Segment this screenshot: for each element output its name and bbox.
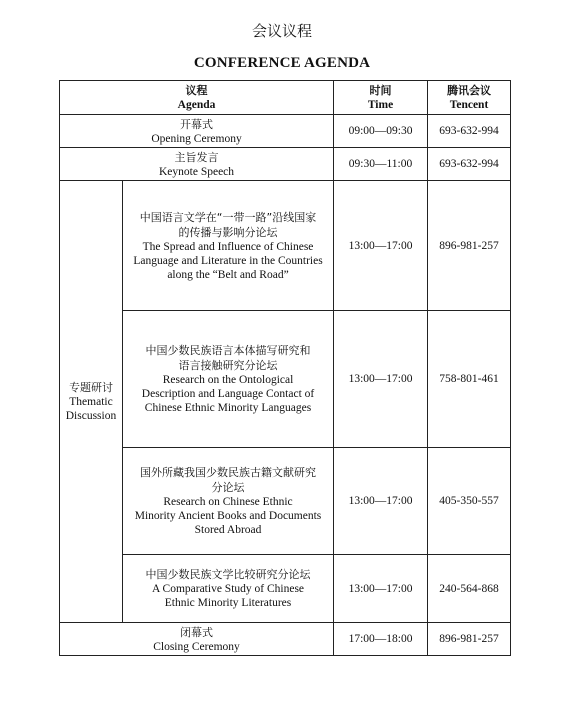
table-row-session-4 bbox=[60, 555, 511, 623]
header-agenda-cn: 议程 bbox=[185, 84, 208, 97]
session-1-agenda-cell bbox=[123, 181, 334, 311]
session-2-cn-line1: 中国少数民族语言本体描写研究和 bbox=[145, 344, 311, 357]
thematic-discussion-cell bbox=[60, 181, 123, 623]
session-1-time: 13:00—17:00 bbox=[334, 181, 428, 311]
opening-agenda-cell bbox=[60, 115, 334, 148]
table-row-session-2 bbox=[60, 311, 511, 448]
session-4-en-line2: Ethnic Minority Literatures bbox=[164, 597, 292, 609]
session-1-en-line2: Language and Literature in the Countries bbox=[133, 254, 323, 267]
thematic-en-line2: Discussion bbox=[65, 410, 117, 422]
agenda-table bbox=[59, 80, 511, 656]
closing-en: Closing Ceremony bbox=[153, 640, 240, 653]
closing-time: 17:00—18:00 bbox=[334, 623, 428, 656]
header-time bbox=[334, 81, 428, 115]
table-row-closing bbox=[60, 623, 511, 656]
session-1-cn-line2: 的传播与影响分论坛 bbox=[178, 225, 278, 239]
session-2-en-line3: Chinese Ethnic Minority Languages bbox=[144, 402, 312, 414]
session-2-agenda-cell bbox=[123, 311, 334, 448]
keynote-tencent-id: 693-632-994 bbox=[428, 148, 511, 181]
opening-cn: 开幕式 bbox=[180, 117, 213, 131]
keynote-agenda-cell bbox=[60, 148, 334, 181]
session-2-tencent-id: 758-801-461 bbox=[428, 311, 511, 448]
session-3-agenda-cell bbox=[123, 448, 334, 555]
opening-time: 09:00—09:30 bbox=[334, 115, 428, 148]
session-4-en-line1: A Comparative Study of Chinese bbox=[151, 583, 305, 595]
closing-agenda-cell bbox=[60, 623, 334, 656]
page-title-chinese: 会议议程 bbox=[251, 22, 312, 40]
session-2-time: 13:00—17:00 bbox=[334, 311, 428, 448]
table-row-opening bbox=[60, 115, 511, 148]
session-4-time: 13:00—17:00 bbox=[334, 555, 428, 623]
session-3-en-line3: Stored Abroad bbox=[194, 524, 262, 536]
keynote-en: Keynote Speech bbox=[158, 165, 235, 178]
header-time-en: Time bbox=[367, 99, 394, 111]
session-1-cn-line1: 中国语言文学在“一带一路”沿线国家 bbox=[139, 210, 317, 224]
table-row-keynote bbox=[60, 148, 511, 181]
header-time-cn: 时间 bbox=[369, 84, 392, 97]
thematic-cn: 专题研讨 bbox=[69, 381, 113, 394]
session-3-time: 13:00—17:00 bbox=[334, 448, 428, 555]
session-3-cn-line1: 国外所藏我国少数民族古籍文献研究 bbox=[140, 466, 316, 479]
page-title-english: CONFERENCE AGENDA bbox=[193, 55, 371, 71]
keynote-cn: 主旨发言 bbox=[174, 150, 219, 164]
header-agenda bbox=[60, 81, 334, 115]
session-2-en-line1: Research on the Ontological bbox=[162, 374, 294, 386]
table-header-row bbox=[60, 81, 511, 115]
opening-tencent-id: 693-632-994 bbox=[428, 115, 511, 148]
session-1-tencent-id: 896-981-257 bbox=[428, 181, 511, 311]
session-2-cn-line2: 语言接触研究分论坛 bbox=[178, 359, 278, 372]
session-3-cn-line2: 分论坛 bbox=[211, 481, 245, 494]
thematic-en-line1: Thematic bbox=[69, 396, 113, 408]
header-agenda-en: Agenda bbox=[177, 99, 216, 111]
session-3-en-line1: Research on Chinese Ethnic bbox=[163, 496, 293, 508]
session-1-en-line3: along the “Belt and Road” bbox=[167, 268, 289, 281]
session-4-tencent-id: 240-564-868 bbox=[428, 555, 511, 623]
session-1-en-line1: The Spread and Influence of Chinese bbox=[142, 240, 314, 253]
session-4-cn-line1: 中国少数民族文学比较研究分论坛 bbox=[145, 568, 311, 581]
session-3-en-line2: Minority Ancient Books and Documents bbox=[134, 510, 322, 522]
closing-cn: 闭幕式 bbox=[180, 625, 213, 639]
session-3-tencent-id: 405-350-557 bbox=[428, 448, 511, 555]
header-tencent bbox=[428, 81, 511, 115]
header-tencent-en: Tencent bbox=[449, 99, 489, 111]
closing-tencent-id: 896-981-257 bbox=[428, 623, 511, 656]
table-row-session-3 bbox=[60, 448, 511, 555]
opening-en: Opening Ceremony bbox=[151, 132, 242, 145]
keynote-time: 09:30—11:00 bbox=[334, 148, 428, 181]
session-2-en-line2: Description and Language Contact of bbox=[141, 388, 315, 400]
header-tencent-cn: 腾讯会议 bbox=[447, 84, 492, 97]
table-row-session-1 bbox=[60, 181, 511, 311]
session-4-agenda-cell bbox=[123, 555, 334, 623]
